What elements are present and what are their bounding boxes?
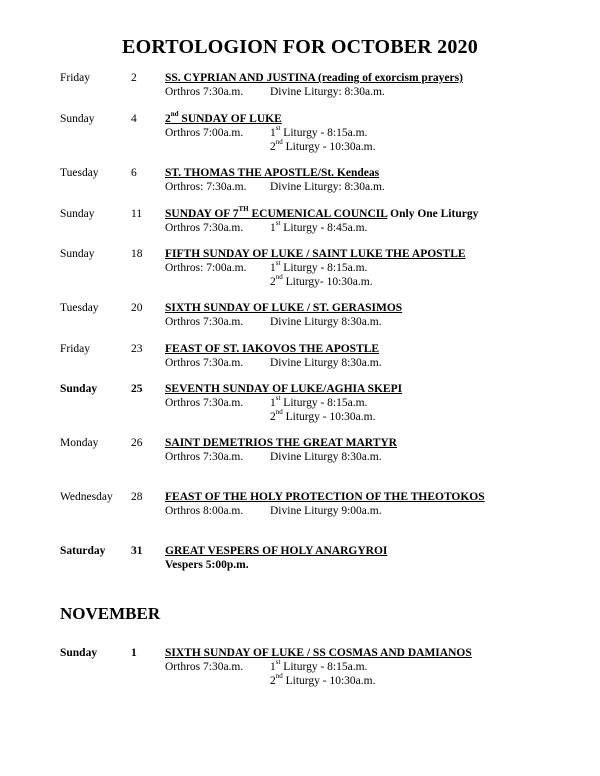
liturgy-ordinal-suffix: st	[275, 259, 281, 268]
event-title-part: ECUMENICAL COUNCIL	[248, 208, 388, 220]
event-title: FEAST OF ST. IAKOVOS THE APOSTLE	[165, 343, 380, 355]
orthros-time: Orthros 7:30a.m.	[165, 222, 244, 234]
event-note: Only One Liturgy	[387, 208, 479, 220]
entry-event	[165, 302, 402, 314]
entry-event	[165, 437, 397, 449]
liturgy-time-text: Liturgy - 10:30a.m.	[282, 411, 376, 423]
event-title: GREAT VESPERS OF HOLY ANARGYROI	[165, 545, 388, 557]
liturgy-time: Divine Liturgy 8:30a.m.	[270, 357, 382, 369]
entry-date: 4	[131, 113, 137, 125]
entry-date: 18	[131, 248, 143, 260]
second-liturgy-time	[270, 408, 376, 423]
entry-day: Friday	[60, 72, 91, 84]
liturgy-time-text: Liturgy - 8:15a.m.	[280, 262, 368, 274]
liturgy-ordinal-suffix: nd	[275, 273, 283, 282]
liturgy-ordinal: 1	[270, 397, 276, 409]
entry-date: 25	[131, 383, 143, 395]
orthros-time: Orthros 7:30a.m.	[165, 86, 244, 98]
event-title: FIFTH SUNDAY OF LUKE / SAINT LUKE THE APOSTLE	[165, 248, 466, 260]
liturgy-ordinal: 1	[270, 262, 276, 274]
event-title-part: 2	[165, 113, 171, 125]
orthros-time: Orthros 7:00a.m.	[165, 127, 244, 139]
entry-event	[165, 343, 379, 355]
liturgy-ordinal: 1	[270, 127, 276, 139]
liturgy-ordinal: 2	[270, 276, 276, 288]
second-liturgy-time	[270, 672, 376, 687]
entry-day: Sunday	[60, 113, 95, 125]
first-liturgy-time	[270, 124, 368, 139]
entry-date: 11	[131, 208, 143, 220]
event-title: SIXTH SUNDAY OF LUKE / SS COSMAS AND DAMIANOS	[165, 647, 472, 659]
entry-event	[165, 72, 463, 84]
entry-day: Sunday	[60, 208, 95, 220]
entry-date: 2	[131, 72, 137, 84]
second-liturgy-time	[270, 138, 376, 153]
entry-date: 20	[131, 302, 143, 314]
liturgy-time-text: Liturgy - 10:30a.m.	[282, 675, 376, 687]
entry-day: Friday	[60, 343, 91, 355]
liturgy-ordinal: 2	[270, 141, 276, 153]
liturgy-ordinal-suffix: st	[275, 124, 281, 133]
first-liturgy-time	[270, 658, 368, 673]
orthros-time: Orthros: 7:00a.m.	[165, 262, 247, 274]
liturgy-time-text: Liturgy - 8:15a.m.	[280, 397, 368, 409]
entry-date: 31	[131, 545, 143, 557]
liturgy-time: Divine Liturgy: 8:30a.m.	[270, 181, 385, 193]
entry-day: Saturday	[60, 545, 106, 557]
entry-event	[165, 647, 472, 659]
liturgy-ordinal-suffix: st	[275, 394, 281, 403]
month-heading-november: NOVEMBER	[60, 604, 161, 623]
entry-date: 23	[131, 343, 143, 355]
liturgy-ordinal-suffix: nd	[275, 672, 283, 681]
entry-day: Sunday	[60, 383, 98, 395]
entry-day: Sunday	[60, 647, 98, 659]
first-liturgy-time	[270, 259, 368, 274]
entry-event	[165, 491, 485, 503]
second-liturgy-time	[270, 273, 373, 288]
entry-day: Monday	[60, 437, 99, 449]
entry-date: 1	[131, 647, 137, 659]
page-title: EORTOLOGION FOR OCTOBER 2020	[122, 36, 478, 58]
vespers-time: Vespers 5:00p.m.	[165, 559, 249, 571]
orthros-time: Orthros 7:30a.m.	[165, 357, 244, 369]
liturgy-time-text: Liturgy - 8:15a.m.	[280, 127, 368, 139]
event-title: SEVENTH SUNDAY OF LUKE/AGHIA SKEPI	[165, 383, 403, 395]
liturgy-time: Divine Liturgy 8:30a.m.	[270, 451, 382, 463]
entry-day: Sunday	[60, 248, 95, 260]
event-title-part: SUNDAY OF 7	[165, 208, 239, 220]
orthros-time: Orthros 7:30a.m.	[165, 451, 244, 463]
event-title: FEAST OF THE HOLY PROTECTION OF THE THEOTOKOS	[165, 491, 485, 503]
orthros-time: Orthros 7:30a.m.	[165, 661, 244, 673]
orthros-time: Orthros 7:30a.m.	[165, 397, 244, 409]
entry-day: Wednesday	[60, 491, 113, 503]
event-title-suffix: TH	[238, 205, 249, 214]
liturgy-ordinal: 1	[270, 661, 276, 673]
liturgy-ordinal-suffix: nd	[275, 408, 283, 417]
liturgy-time: Divine Liturgy 8:30a.m.	[270, 316, 382, 328]
entry-date: 6	[131, 167, 137, 179]
liturgy-time-text: Liturgy - 8:15a.m.	[280, 661, 368, 673]
orthros-time: Orthros: 7:30a.m.	[165, 181, 247, 193]
liturgy-time-text: Liturgy - 10:30a.m.	[282, 141, 376, 153]
event-title: ST. THOMAS THE APOSTLE/St. Kendeas	[165, 167, 380, 179]
event-title: SIXTH SUNDAY OF LUKE / ST. GERASIMOS	[165, 302, 403, 314]
liturgy-ordinal: 1	[270, 222, 276, 234]
liturgy-time: Divine Liturgy: 8:30a.m.	[270, 86, 385, 98]
entry-day: Tuesday	[60, 167, 99, 179]
entry-event	[165, 383, 402, 395]
entry-event	[165, 205, 479, 220]
liturgy-ordinal: 2	[270, 675, 276, 687]
first-liturgy-time	[270, 219, 368, 234]
event-title: SAINT DEMETRIOS THE GREAT MARTYR	[165, 437, 397, 449]
liturgy-time: Divine Liturgy 9:00a.m.	[270, 505, 382, 517]
entry-date: 26	[131, 437, 143, 449]
liturgy-ordinal-suffix: st	[275, 658, 281, 667]
liturgy-time-text: Liturgy - 8:45a.m.	[280, 222, 368, 234]
entry-date: 28	[131, 491, 143, 503]
liturgy-ordinal-suffix: st	[275, 219, 281, 228]
entry-event	[165, 248, 466, 260]
entry-day: Tuesday	[60, 302, 99, 314]
event-title-part: SUNDAY OF LUKE	[178, 113, 282, 125]
liturgy-ordinal-suffix: nd	[275, 138, 283, 147]
event-title-suffix: nd	[170, 110, 179, 119]
event-title	[165, 110, 282, 125]
orthros-time: Orthros 8:00a.m.	[165, 505, 244, 517]
first-liturgy-time	[270, 394, 368, 409]
entry-event	[165, 545, 387, 557]
event-title: SS. CYPRIAN AND JUSTINA (reading of exorcism prayers)	[165, 72, 463, 84]
entry-event	[165, 110, 282, 125]
liturgy-time-text: Liturgy- 10:30a.m.	[282, 276, 373, 288]
orthros-time: Orthros 7:30a.m.	[165, 316, 244, 328]
entry-event	[165, 167, 379, 179]
liturgy-ordinal: 2	[270, 411, 276, 423]
